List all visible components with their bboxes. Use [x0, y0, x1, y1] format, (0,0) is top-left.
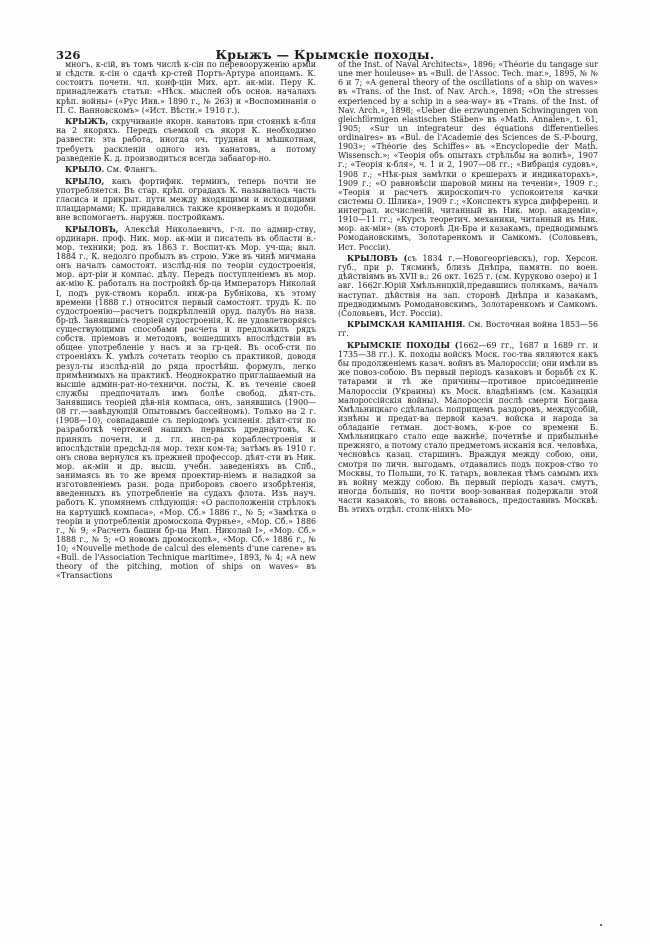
- dictionary-entry-krylo-flang: КРЫЛО. См. Флангъ.: [65, 165, 158, 175]
- dictionary-entry-krymskie-pokhody: КРЫМСКІЕ ПОХОДЫ (1662—69 гг., 1687 и 1689 гг. и 1735—38 гг.). К. походы войскъ Моск. гос-тва являются какъ бы продолженіемъ казач. войнъ въ Малороссіи; они имѣли въ же повоз-собою. Въ первый періодъ казаковъ и борьбѣ сх К. татарами и тѣ же причины—противое присоединеніе Малороссіи (Украины) къ Моск. владѣніямъ (см. Казацкія малороссійскія войны). Малороссія послѣ смерти Богдана Хмѣльницкаго сдѣлалась поприщемъ раздоровъ, междусобій, изнѣны и предат-ва первой казач. войска и народа за обладаніе гетман. дост-вомъ, к-рое со времени Б. Хмѣльницкаго стало еще важнѣе, почетнѣе и прибыльнѣе прежняго, а потому стало предметомъ исканія вся. человѣка, чесновѣсь казац. старшинъ. Враждуя между собою, они, смотря по личн. выгодамъ, отдавались подъ покров-ство то Москвы, то Польши, то К. татаръ, вовлекая тѣмъ самымъ ихъ въ войну между собою. Вь первый періодъ казач. смутъ, иногда большія, но почти воор-зованная подержали этой части казаковъ, то вновь остававось, предоставивъ Москвѣ. Въ этихъ отдѣл. столк-ніяхъ Мо-: [338, 340, 598, 515]
- dictionary-entry-kryzh: КРЫЖЪ, скручиваніе якорн. канатовъ при стоянкѣ к-бля на 2 якоряхъ. Передъ съемкой съ якоря К. необходимо развести: эта работа, иногда оч. трудная и мѣшкотная, требуетъ раскленіи одного изъ канатовъ, а потому разведеніе К. д. производиться всегда забаагор-но.: [56, 117, 316, 163]
- dictionary-entry-krymskaya-kampaniya: КРЫМСКАЯ КАМПАНІЯ. См. Восточная война 1853—56 гг.: [338, 320, 598, 339]
- text-columns: [56, 60, 598, 924]
- entry-headword: КРЫЖЪ,: [65, 117, 109, 127]
- dictionary-entry-krylo: КРЫЛО, какъ фортифик. терминъ, теперь почти не употребляется. Въ стар. крѣп. оградахъ К. называлась часть гласиса и прикрыт. пути между входящими и исходящими плацдармами; К. придавались также кронверкамъ и подобн. вне вспомогаетъ. наружн. постройкамъ.: [56, 176, 316, 223]
- paragraph: многъ. к-сій, въ томъ числѣ к-сін по перевооруженію арміи и сѣдств. к-сін о сдачѣ кр-стей Портъ-Артура апонцамъ. К. состоитъ почетн. чл. конф-цін Мих. арт. ак-міи. Перу К. принадлежатъ статьи: «Нѣск. мыслей объ основ. началахъ крѣп. войны» («Рус Инв.» 1890 г., № 263) и «Воспоминанія о П. С. Ванновскомъ» («Ист. Вѣстн.» 1910 г.).: [56, 60, 316, 115]
- dictionary-entry-krylov-town: КРЫЛОВЪ (съ 1834 г.—Новогеоргіевскъ), гор. Херсон. губ., при р. Тясминѣ, близъ Днѣпра, памятн. по воен. дѣйствіямъ въ XVII в.: 26 окт. 1625 г. (см. Куруково озеро) и 1 авг. 1662г.Юрій Хмѣльницкій,предавшись полякамъ, началъ наступат. дѣйствія на зап. сторонѣ Днѣпра и казакамъ, предводимымъ Ромодановскимъ, Золотаренкомъ и Самкомъ. (Соловьевъ, Ист. Россіи).: [338, 254, 598, 318]
- entry-headword: КРЫМСКІЕ ПОХОДЫ (: [347, 340, 459, 350]
- page-number: 326: [56, 48, 81, 62]
- entry-headword: КРЫЛОВЪ (: [347, 254, 408, 264]
- paragraph-continued: of the Inst. of Naval Architects», 1896; «Théorie du tangage sur une mer houleuse» въ «Bull. de l'Assoc. Tech. mar.», 1895, № № 6 и 7; «A general theory of the oscillations of a ship on waves» въ «Trans. of the Inst. of Nav. Arch.», 1898; «On the stresses experienced by a schip in a sea-way» въ «Trans. of the Inst. of Nav. Arch.», 1898; «Ueber die erzwungenen Schwingungen von gleichförmigen elastischen Stäben» въ «Math. Annalen», t. 61, 1905; «Sur un integrateur des équations differentielles ordinaires» въ «Bul. de l'Academie des Sciences de S.-P-bourg, 1903»; «Théorie des Schiffes» въ «Encyclopedie der Math. Wissensch.»; «Теорія объ опытахъ стрѣльбы на волнѣ», 1907 г.; «Теорія к-бля», ч. 1 и 2, 1907—08 гг.; «Вибрація судовъ», 1908 г.; «Нѣк-рыя замѣтки о крешерахъ и индикаторахъ», 1909 г.; «О равновѣсіи шаровой мины на теченіи», 1909 г.; «Теорія и расчетъ жироскопич-го успокоителя качки системы О. Шлика», 1909 г.; «Конспектъ курса дифференц. и интеграл. исчисленій, читанный въ Ник. мор. академіи», 1910—11 гг.; «Курсъ теоретич. механики, читанный въ Ник. мор. ак-міи» (въ сторонѣ Дн-Бра и казакамъ, предводимымъ Ромодановскимъ, Золотаренкомъ и Самкомъ. (Соловьевъ, Ист. Россіи).: [338, 60, 598, 252]
- right-column: [338, 60, 598, 924]
- left-column: [56, 60, 316, 924]
- entry-headword: КРЫЛОВЪ,: [65, 224, 119, 234]
- page-header: [0, 24, 650, 62]
- entry-headword: КРЫЛО,: [65, 176, 105, 186]
- running-title: Крыжъ — Крымскіе походы.: [215, 47, 435, 62]
- dictionary-entry-krylov-aleksei: КРЫЛОВЪ, Алексѣй Николаевичъ, г-л. по адмир-ству, ординарн. проф. Ник. мор. ак-міи и писатель въ области в.-мор. техники; род. въ 1863 г. Воспит-къ Мор. уч-ща; выл. 1884 г., К. недолго пробылъ въ строю. Уже въ чинѣ мичмана онъ началъ самостоят. изслѣд-нія по теоріи судостроенія, мор. арт-ріи и компас. дѣлу. Передъ поступленіемъ въ мор. ак-мію К. работалъ на постройкѣ бр-ца Императоръ Николай I, подъ рук-ствомъ корабл. инж-ра Бубнікова, къ этому времени (1888 г.) относится первый самостоят. трудъ К. по судостроенію—расчетъ подкрѣпленій оруд. палубъ на назв. бр-цѣ. Занявшись теоріей судостроенія, К. не удовлетворяясь существующими способами расчета и предложилъ рядъ собств. пріемовъ и методовъ, вошедшихъ впослѣдствіи въ общее употребленіе у насъ и за гр-цей. Въ особ-сти по строеніяхъ К. умѣлъ сочетать теорію съ практикой, доводя резул-ты изслѣд-ній до ряда простѣйш. формулъ, легко примѣнимыхъ на практикѣ. Неоднократно приглашаемый на высшіе админ-рат-но-техничн. посты, К. въ теченіе своей службы предпочиталъ имъ болѣе свобод. дѣят-сть. Занявшись теоріей дѣв-нія компаса, онъ, занявшись (1900—08 гг.—завѣдующій Опытовымъ бассейномъ). Только на 2 г. (1908—10), совпадавшіе съ періодомъ усиленія. дѣят-сти по разработкѣ чертежей нашихъ первыхъ дреднаутовъ, К. принялъ почетн. и д. гл. инсп-ра кораблестроенія и впослѣдствіи предсѣд-ля мор. техн ком-та; затѣмъ въ 1910 г. онъ снова вернулся къ прежней профессор. дѣят-сти въ Ник. мор. ак-міи и др. высш. учебн. заведеніяхъ въ Спб., занимаясь въ то же время проектир-ніемъ и наладкой за изготовленіемъ разн. рода приборовъ своего изобрѣтенія, введенныхъ въ употребленіе на судахъ флота. Изъ науч. работъ К. упомянемъ слѣдующія: «О расположеніи стрѣлокъ на картушкѣ компаса», «Мор. Сб.» 1886 г., № 5; «Замѣтка о теоріи и употребленіи дромоскопа Фурнье», «Мор. Сб.» 1886 г., № 9; «Расчетъ башни бр-ца Имп. Николай I», «Мор. Сб.» 1888 г., № 5; «О новомъ дромоскопѣ», «Мор. Сб.» 1886 г., № 10; «Nouvelle methode de calcul des elements d'une carene» въ «Bull. de l'Association Technique maritime», 1893, № 4; «A new theory of the pitching, motion of ships on waves» въ «Transactions: [56, 224, 316, 581]
- entry-headword: КРЫЛО.: [65, 165, 105, 175]
- entry-headword: КРЫМСКАЯ КАМПАНІЯ.: [347, 320, 466, 330]
- page-mark: [600, 924, 602, 926]
